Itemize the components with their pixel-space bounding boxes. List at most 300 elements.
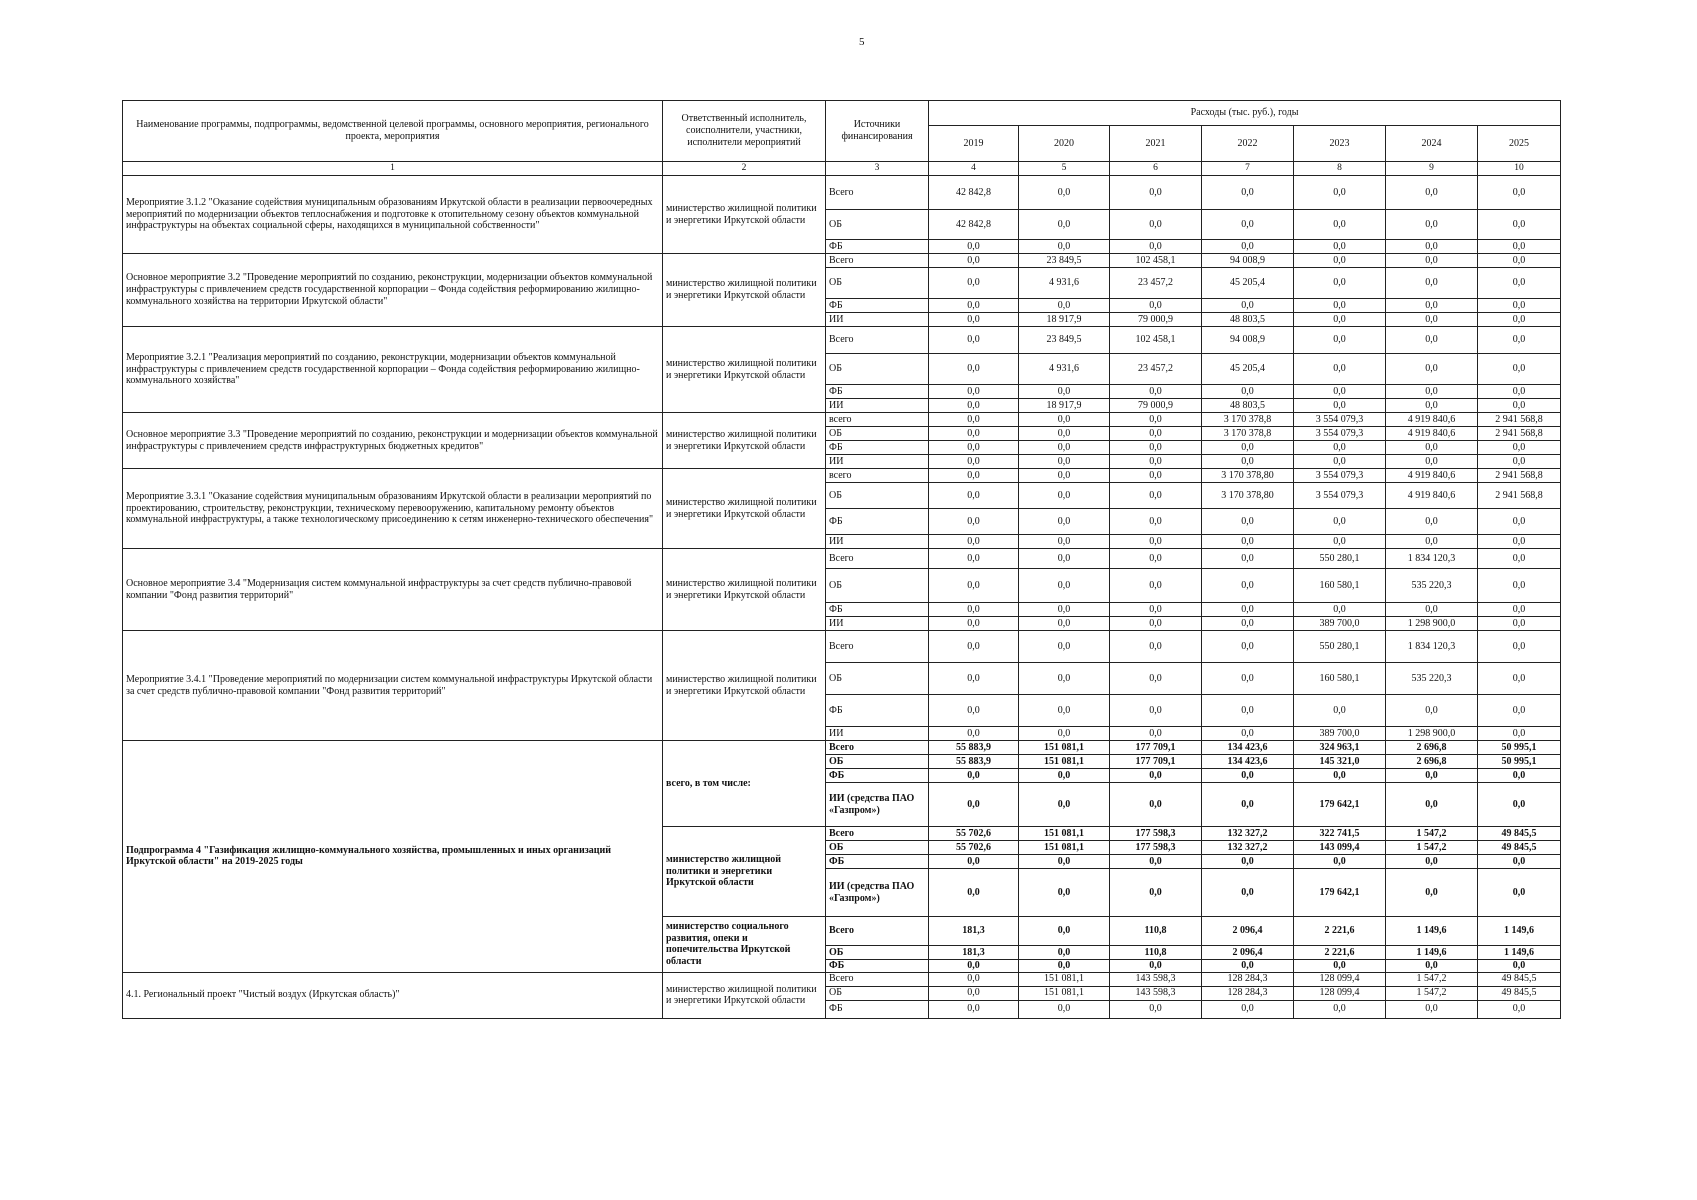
- value-cell: 145 321,0: [1294, 755, 1386, 769]
- value-cell: 0,0: [1294, 603, 1386, 617]
- funding-source-cell: ОБ: [826, 427, 929, 441]
- value-cell: 179 642,1: [1294, 869, 1386, 917]
- value-cell: 128 099,4: [1294, 972, 1386, 986]
- value-cell: 0,0: [1478, 695, 1561, 727]
- value-cell: 0,0: [1386, 855, 1478, 869]
- value-cell: 0,0: [1019, 727, 1110, 741]
- value-cell: 0,0: [1294, 313, 1386, 327]
- value-cell: 0,0: [1478, 727, 1561, 741]
- value-cell: 143 099,4: [1294, 841, 1386, 855]
- value-cell: 0,0: [1478, 617, 1561, 631]
- value-cell: 0,0: [1386, 399, 1478, 413]
- value-cell: 0,0: [1202, 727, 1294, 741]
- value-cell: 0,0: [1019, 427, 1110, 441]
- value-cell: 23 849,5: [1019, 327, 1110, 354]
- value-cell: 0,0: [1478, 769, 1561, 783]
- value-cell: 0,0: [1294, 855, 1386, 869]
- value-cell: 1 298 900,0: [1386, 727, 1478, 741]
- value-cell: 0,0: [1294, 455, 1386, 469]
- column-number: 7: [1202, 162, 1294, 176]
- value-cell: 550 280,1: [1294, 549, 1386, 569]
- value-cell: 0,0: [1019, 240, 1110, 254]
- value-cell: 143 598,3: [1110, 972, 1202, 986]
- funding-source-cell: ОБ: [826, 354, 929, 385]
- value-cell: 0,0: [1110, 783, 1202, 827]
- value-cell: 0,0: [1202, 617, 1294, 631]
- funding-source-cell: Всего: [826, 917, 929, 946]
- value-cell: 0,0: [1019, 960, 1110, 973]
- value-cell: 535 220,3: [1386, 569, 1478, 603]
- header-exec-col: Ответственный исполнитель, соисполнители, участники, исполнители мероприятий: [663, 101, 826, 162]
- value-cell: 0,0: [1019, 946, 1110, 960]
- value-cell: 0,0: [929, 783, 1019, 827]
- value-cell: 2 221,6: [1294, 917, 1386, 946]
- value-cell: 0,0: [1110, 441, 1202, 455]
- value-cell: 0,0: [1019, 549, 1110, 569]
- value-cell: 49 845,5: [1478, 827, 1561, 841]
- value-cell: 94 008,9: [1202, 327, 1294, 354]
- funding-source-cell: Всего: [826, 254, 929, 268]
- value-cell: 2 221,6: [1294, 946, 1386, 960]
- value-cell: 0,0: [1110, 695, 1202, 727]
- value-cell: 4 919 840,6: [1386, 427, 1478, 441]
- value-cell: 151 081,1: [1019, 841, 1110, 855]
- value-cell: 151 081,1: [1019, 827, 1110, 841]
- value-cell: 0,0: [1110, 631, 1202, 663]
- value-cell: 3 554 079,3: [1294, 483, 1386, 509]
- value-cell: 4 931,6: [1019, 268, 1110, 299]
- value-cell: 3 170 378,80: [1202, 469, 1294, 483]
- value-cell: 128 284,3: [1202, 986, 1294, 1000]
- value-cell: 0,0: [929, 413, 1019, 427]
- value-cell: 23 457,2: [1110, 354, 1202, 385]
- table-row: [123, 176, 1561, 210]
- value-cell: 0,0: [1294, 695, 1386, 727]
- value-cell: 0,0: [929, 268, 1019, 299]
- value-cell: 0,0: [929, 483, 1019, 509]
- value-cell: 0,0: [1019, 695, 1110, 727]
- value-cell: 151 081,1: [1019, 986, 1110, 1000]
- value-cell: 18 917,9: [1019, 313, 1110, 327]
- value-cell: 0,0: [1019, 455, 1110, 469]
- value-cell: 3 554 079,3: [1294, 469, 1386, 483]
- value-cell: 0,0: [1202, 240, 1294, 254]
- value-cell: 79 000,9: [1110, 313, 1202, 327]
- program-name-cell: Мероприятие 3.1.2 "Оказание содействия муниципальным образованиям Иркутской области в реализации первоочередных мероприятий по модернизации объектов теплоснабжения и подготовке к отопительному сезону объектов коммунальной инфраструктуры на объектах социальной сферы, находящихся в муниципальной собственности": [123, 176, 663, 254]
- value-cell: 0,0: [1478, 603, 1561, 617]
- value-cell: 3 554 079,3: [1294, 413, 1386, 427]
- value-cell: 0,0: [1478, 631, 1561, 663]
- table-row: [123, 972, 1561, 986]
- funding-source-cell: всего: [826, 469, 929, 483]
- value-cell: 0,0: [1019, 603, 1110, 617]
- value-cell: 42 842,8: [929, 210, 1019, 240]
- value-cell: 0,0: [1019, 663, 1110, 695]
- value-cell: 0,0: [1019, 210, 1110, 240]
- value-cell: 3 170 378,8: [1202, 427, 1294, 441]
- value-cell: 0,0: [929, 535, 1019, 549]
- value-cell: 0,0: [1202, 385, 1294, 399]
- value-cell: 102 458,1: [1110, 254, 1202, 268]
- value-cell: 132 327,2: [1202, 827, 1294, 841]
- value-cell: 0,0: [1478, 399, 1561, 413]
- value-cell: 0,0: [1478, 254, 1561, 268]
- funding-source-cell: ФБ: [826, 769, 929, 783]
- value-cell: 181,3: [929, 917, 1019, 946]
- value-cell: 0,0: [1110, 385, 1202, 399]
- funding-source-cell: Всего: [826, 631, 929, 663]
- column-number: 4: [929, 162, 1019, 176]
- value-cell: 1 298 900,0: [1386, 617, 1478, 631]
- value-cell: 23 849,5: [1019, 254, 1110, 268]
- funding-source-cell: Всего: [826, 176, 929, 210]
- value-cell: 0,0: [929, 385, 1019, 399]
- value-cell: 0,0: [1019, 385, 1110, 399]
- funding-source-cell: ОБ: [826, 946, 929, 960]
- value-cell: 1 834 120,3: [1386, 549, 1478, 569]
- funding-source-cell: Всего: [826, 972, 929, 986]
- value-cell: 0,0: [1019, 176, 1110, 210]
- value-cell: 0,0: [1294, 354, 1386, 385]
- value-cell: 0,0: [1202, 176, 1294, 210]
- funding-source-cell: ОБ: [826, 569, 929, 603]
- value-cell: 0,0: [1294, 399, 1386, 413]
- value-cell: 4 931,6: [1019, 354, 1110, 385]
- value-cell: 1 547,2: [1386, 827, 1478, 841]
- value-cell: 2 096,4: [1202, 946, 1294, 960]
- value-cell: 0,0: [1478, 455, 1561, 469]
- funding-source-cell: ФБ: [826, 960, 929, 973]
- value-cell: 143 598,3: [1110, 986, 1202, 1000]
- value-cell: 0,0: [1294, 327, 1386, 354]
- value-cell: 23 457,2: [1110, 268, 1202, 299]
- value-cell: 0,0: [1110, 569, 1202, 603]
- value-cell: 0,0: [1386, 354, 1478, 385]
- value-cell: 0,0: [1110, 240, 1202, 254]
- funding-source-cell: ФБ: [826, 385, 929, 399]
- funding-source-cell: Всего: [826, 827, 929, 841]
- value-cell: 0,0: [1110, 455, 1202, 469]
- value-cell: 0,0: [1110, 663, 1202, 695]
- value-cell: 0,0: [1202, 509, 1294, 535]
- value-cell: 50 995,1: [1478, 755, 1561, 769]
- value-cell: 0,0: [1110, 176, 1202, 210]
- value-cell: 0,0: [1478, 855, 1561, 869]
- value-cell: 0,0: [1294, 176, 1386, 210]
- executor-cell: всего, в том числе:: [663, 741, 826, 827]
- program-name-cell: Мероприятие 3.3.1 "Оказание содействия муниципальным образованиям Иркутской области в реализации мероприятий по проектированию, строительству, реконструкции, техническому перевооружению, капитальному ремонту объектов коммунальной инфраструктуры, а также технологическому присоединению к сетям инженерно-технического обеспечения": [123, 469, 663, 549]
- value-cell: 0,0: [1386, 299, 1478, 313]
- header-year: 2024: [1386, 126, 1478, 162]
- value-cell: 0,0: [1110, 483, 1202, 509]
- executor-cell: министерство жилищной политики и энергетики Иркутской области: [663, 413, 826, 469]
- program-name-cell: Мероприятие 3.2.1 "Реализация мероприятий по созданию, реконструкции, модернизации объектов коммунальной инфраструктуры с привлечением средств государственной корпорации – Фонда содействия реформированию жилищно-коммунального хозяйства": [123, 327, 663, 413]
- value-cell: 0,0: [1202, 455, 1294, 469]
- column-number: 1: [123, 162, 663, 176]
- value-cell: 0,0: [1478, 210, 1561, 240]
- value-cell: 2 941 568,8: [1478, 413, 1561, 427]
- value-cell: 322 741,5: [1294, 827, 1386, 841]
- funding-source-cell: ИИ: [826, 399, 929, 413]
- value-cell: 110,8: [1110, 917, 1202, 946]
- value-cell: 0,0: [1110, 509, 1202, 535]
- value-cell: 177 709,1: [1110, 741, 1202, 755]
- value-cell: 0,0: [1202, 1000, 1294, 1018]
- value-cell: 0,0: [1478, 176, 1561, 210]
- value-cell: 0,0: [1110, 769, 1202, 783]
- value-cell: 0,0: [929, 663, 1019, 695]
- funding-source-cell: ИИ: [826, 535, 929, 549]
- value-cell: 0,0: [1202, 603, 1294, 617]
- funding-source-cell: всего: [826, 413, 929, 427]
- value-cell: 0,0: [1478, 240, 1561, 254]
- value-cell: 0,0: [1478, 299, 1561, 313]
- value-cell: 0,0: [1019, 413, 1110, 427]
- header-expenses: Расходы (тыс. руб.), годы: [929, 101, 1561, 126]
- value-cell: 0,0: [1386, 210, 1478, 240]
- value-cell: 389 700,0: [1294, 727, 1386, 741]
- value-cell: 0,0: [1019, 569, 1110, 603]
- value-cell: 0,0: [1110, 210, 1202, 240]
- value-cell: 160 580,1: [1294, 663, 1386, 695]
- table-row: [123, 327, 1561, 354]
- value-cell: 49 845,5: [1478, 986, 1561, 1000]
- funding-source-cell: ОБ: [826, 210, 929, 240]
- value-cell: 0,0: [1386, 535, 1478, 549]
- value-cell: 0,0: [929, 1000, 1019, 1018]
- value-cell: 0,0: [1294, 960, 1386, 973]
- value-cell: 49 845,5: [1478, 841, 1561, 855]
- value-cell: 0,0: [1019, 617, 1110, 631]
- header-year: 2021: [1110, 126, 1202, 162]
- value-cell: 79 000,9: [1110, 399, 1202, 413]
- value-cell: 0,0: [1478, 535, 1561, 549]
- value-cell: 0,0: [1202, 535, 1294, 549]
- value-cell: 0,0: [929, 327, 1019, 354]
- funding-source-cell: ИИ: [826, 313, 929, 327]
- executor-cell: министерство жилищной политики и энергетики Иркутской области: [663, 549, 826, 631]
- funding-source-cell: ИИ: [826, 727, 929, 741]
- executor-cell: министерство жилищной политики и энергетики Иркутской области: [663, 631, 826, 741]
- value-cell: 128 284,3: [1202, 972, 1294, 986]
- value-cell: 0,0: [929, 455, 1019, 469]
- value-cell: 48 803,5: [1202, 313, 1294, 327]
- value-cell: 2 941 568,8: [1478, 483, 1561, 509]
- value-cell: 0,0: [1019, 483, 1110, 509]
- value-cell: 0,0: [1386, 176, 1478, 210]
- value-cell: 0,0: [1386, 869, 1478, 917]
- executor-cell: министерство жилищной политики и энергетики Иркутской области: [663, 469, 826, 549]
- funding-source-cell: ФБ: [826, 509, 929, 535]
- value-cell: 49 845,5: [1478, 972, 1561, 986]
- program-name-cell: Основное мероприятие 3.2 "Проведение мероприятий по созданию, реконструкции, модернизации объектов коммунальной инфраструктуры с привлечением средств государственной корпорации – Фонда содействия реформированию жилищно-коммунального хозяйства на территории Иркутской области": [123, 254, 663, 327]
- table-row: [123, 413, 1561, 427]
- value-cell: 0,0: [1478, 509, 1561, 535]
- value-cell: 134 423,6: [1202, 755, 1294, 769]
- value-cell: 1 149,6: [1478, 946, 1561, 960]
- value-cell: 0,0: [1019, 1000, 1110, 1018]
- value-cell: 0,0: [1110, 1000, 1202, 1018]
- executor-cell: министерство жилищной политики и энергетики Иркутской области: [663, 972, 826, 1018]
- value-cell: 55 883,9: [929, 741, 1019, 755]
- value-cell: 0,0: [1294, 240, 1386, 254]
- program-name-cell: Мероприятие 3.4.1 "Проведение мероприятий по модернизации систем коммунальной инфраструктуры Иркутской области за счет средств публично-правовой компании "Фонд развития территорий": [123, 631, 663, 741]
- value-cell: 128 099,4: [1294, 986, 1386, 1000]
- value-cell: 3 170 378,80: [1202, 483, 1294, 509]
- funding-source-cell: ФБ: [826, 441, 929, 455]
- column-number: 10: [1478, 162, 1561, 176]
- column-number: 2: [663, 162, 826, 176]
- value-cell: 0,0: [929, 631, 1019, 663]
- value-cell: 2 696,8: [1386, 755, 1478, 769]
- value-cell: 0,0: [1386, 385, 1478, 399]
- value-cell: 0,0: [1019, 869, 1110, 917]
- value-cell: 2 096,4: [1202, 917, 1294, 946]
- table-row: [123, 469, 1561, 483]
- column-number: 5: [1019, 162, 1110, 176]
- value-cell: 3 170 378,8: [1202, 413, 1294, 427]
- value-cell: 0,0: [1019, 769, 1110, 783]
- value-cell: 0,0: [1019, 783, 1110, 827]
- column-number: 3: [826, 162, 929, 176]
- value-cell: 324 963,1: [1294, 741, 1386, 755]
- value-cell: 0,0: [1478, 354, 1561, 385]
- value-cell: 50 995,1: [1478, 741, 1561, 755]
- value-cell: 0,0: [1386, 1000, 1478, 1018]
- value-cell: 0,0: [1202, 441, 1294, 455]
- value-cell: 0,0: [1478, 869, 1561, 917]
- value-cell: 0,0: [929, 603, 1019, 617]
- value-cell: 0,0: [1110, 549, 1202, 569]
- value-cell: 1 547,2: [1386, 972, 1478, 986]
- value-cell: 2 941 568,8: [1478, 427, 1561, 441]
- value-cell: 0,0: [1478, 663, 1561, 695]
- value-cell: 0,0: [1478, 313, 1561, 327]
- executor-cell: министерство жилищной политики и энергетики Иркутской области: [663, 254, 826, 327]
- funding-source-cell: ФБ: [826, 603, 929, 617]
- value-cell: 0,0: [1019, 469, 1110, 483]
- header-year: 2022: [1202, 126, 1294, 162]
- funding-source-cell: ФБ: [826, 1000, 929, 1018]
- funding-source-cell: Всего: [826, 327, 929, 354]
- header-year: 2025: [1478, 126, 1561, 162]
- executor-cell: министерство социального развития, опеки и попечительства Иркутской области: [663, 917, 826, 973]
- value-cell: 0,0: [929, 986, 1019, 1000]
- header-src-col: Источники финансирования: [826, 101, 929, 162]
- value-cell: 177 709,1: [1110, 755, 1202, 769]
- value-cell: 0,0: [929, 727, 1019, 741]
- value-cell: 55 702,6: [929, 841, 1019, 855]
- value-cell: 151 081,1: [1019, 972, 1110, 986]
- value-cell: 0,0: [1294, 299, 1386, 313]
- value-cell: 389 700,0: [1294, 617, 1386, 631]
- value-cell: 0,0: [1202, 960, 1294, 973]
- value-cell: 45 205,4: [1202, 354, 1294, 385]
- value-cell: 160 580,1: [1294, 569, 1386, 603]
- value-cell: 151 081,1: [1019, 741, 1110, 755]
- value-cell: 110,8: [1110, 946, 1202, 960]
- value-cell: 0,0: [1386, 603, 1478, 617]
- value-cell: 1 834 120,3: [1386, 631, 1478, 663]
- value-cell: 102 458,1: [1110, 327, 1202, 354]
- funding-source-cell: Всего: [826, 741, 929, 755]
- value-cell: 0,0: [1202, 695, 1294, 727]
- table-row: [123, 254, 1561, 268]
- header-year: 2020: [1019, 126, 1110, 162]
- executor-cell: министерство жилищной политики и энергетики Иркутской области: [663, 176, 826, 254]
- value-cell: 0,0: [1386, 441, 1478, 455]
- value-cell: 0,0: [1294, 268, 1386, 299]
- value-cell: 179 642,1: [1294, 783, 1386, 827]
- value-cell: 0,0: [1110, 855, 1202, 869]
- value-cell: 4 919 840,6: [1386, 469, 1478, 483]
- table-row: [123, 549, 1561, 569]
- value-cell: 0,0: [1202, 299, 1294, 313]
- header-year: 2023: [1294, 126, 1386, 162]
- value-cell: 0,0: [1019, 535, 1110, 549]
- value-cell: 0,0: [1110, 469, 1202, 483]
- funding-source-cell: ОБ: [826, 986, 929, 1000]
- funding-source-cell: ФБ: [826, 299, 929, 313]
- column-number: 9: [1386, 162, 1478, 176]
- value-cell: 0,0: [1110, 869, 1202, 917]
- value-cell: 0,0: [1202, 549, 1294, 569]
- funding-source-cell: ИИ: [826, 617, 929, 631]
- value-cell: 42 842,8: [929, 176, 1019, 210]
- value-cell: 0,0: [1202, 869, 1294, 917]
- funding-source-cell: ОБ: [826, 755, 929, 769]
- value-cell: 0,0: [1386, 327, 1478, 354]
- budget-table: [122, 100, 1561, 1019]
- value-cell: 0,0: [929, 254, 1019, 268]
- value-cell: 1 149,6: [1386, 946, 1478, 960]
- value-cell: 0,0: [929, 469, 1019, 483]
- value-cell: 0,0: [1386, 769, 1478, 783]
- value-cell: 3 554 079,3: [1294, 427, 1386, 441]
- value-cell: 0,0: [929, 354, 1019, 385]
- value-cell: 48 803,5: [1202, 399, 1294, 413]
- value-cell: 0,0: [929, 441, 1019, 455]
- funding-source-cell: ИИ (средства ПАО «Газпром»): [826, 869, 929, 917]
- value-cell: 55 702,6: [929, 827, 1019, 841]
- value-cell: 0,0: [1478, 783, 1561, 827]
- value-cell: 0,0: [1019, 855, 1110, 869]
- funding-source-cell: ОБ: [826, 268, 929, 299]
- value-cell: 0,0: [929, 972, 1019, 986]
- value-cell: 0,0: [1386, 240, 1478, 254]
- funding-source-cell: ФБ: [826, 695, 929, 727]
- value-cell: 0,0: [1019, 299, 1110, 313]
- value-cell: 0,0: [929, 299, 1019, 313]
- value-cell: 1 547,2: [1386, 841, 1478, 855]
- funding-source-cell: ОБ: [826, 663, 929, 695]
- value-cell: 0,0: [1386, 268, 1478, 299]
- funding-source-cell: ИИ (средства ПАО «Газпром»): [826, 783, 929, 827]
- value-cell: 0,0: [1478, 569, 1561, 603]
- column-number: 6: [1110, 162, 1202, 176]
- value-cell: 0,0: [1019, 509, 1110, 535]
- value-cell: 0,0: [1110, 727, 1202, 741]
- value-cell: 0,0: [1478, 327, 1561, 354]
- funding-source-cell: Всего: [826, 549, 929, 569]
- value-cell: 134 423,6: [1202, 741, 1294, 755]
- program-name-cell: Подпрограмма 4 "Газификация жилищно-коммунального хозяйства, промышленных и иных организаций Иркутской области" на 2019-2025 годы: [123, 741, 663, 973]
- funding-source-cell: ОБ: [826, 841, 929, 855]
- value-cell: 0,0: [1386, 455, 1478, 469]
- page-number: 5: [859, 36, 865, 48]
- value-cell: 4 919 840,6: [1386, 483, 1478, 509]
- funding-source-cell: ФБ: [826, 240, 929, 254]
